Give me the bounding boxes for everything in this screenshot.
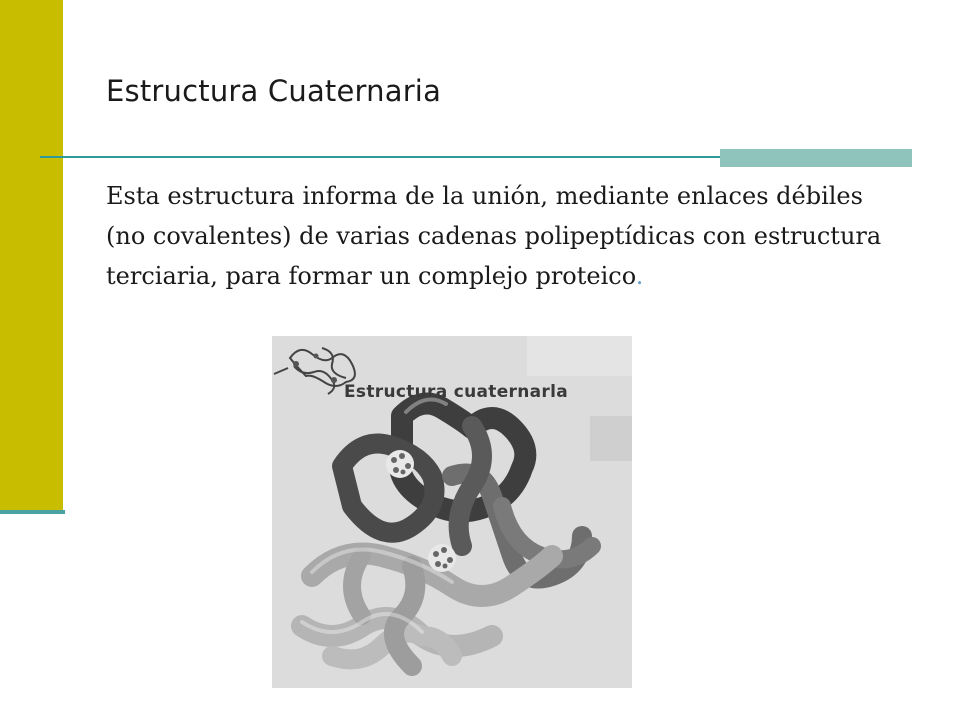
- divider-accent-block: [720, 149, 912, 167]
- figure-label: Estructura cuaternarla: [344, 382, 568, 402]
- slide-body: [106, 176, 906, 296]
- cofactor-cluster-2: [428, 544, 456, 572]
- body-paragraph: Esta estructura informa de la unión, mediante enlaces débiles (no covalentes) de varias cadenas polipeptídicas con estructura terciaria, para formar un complejo proteico: [106, 182, 882, 290]
- accent-sidebar: [0, 0, 63, 510]
- cofactor-cluster-1: [386, 450, 414, 478]
- quaternary-structure-figure: [272, 336, 632, 688]
- body-period: .: [635, 262, 644, 290]
- accent-sidebar-edge: [0, 510, 65, 514]
- slide-title: Estructura Cuaternaria: [106, 74, 442, 108]
